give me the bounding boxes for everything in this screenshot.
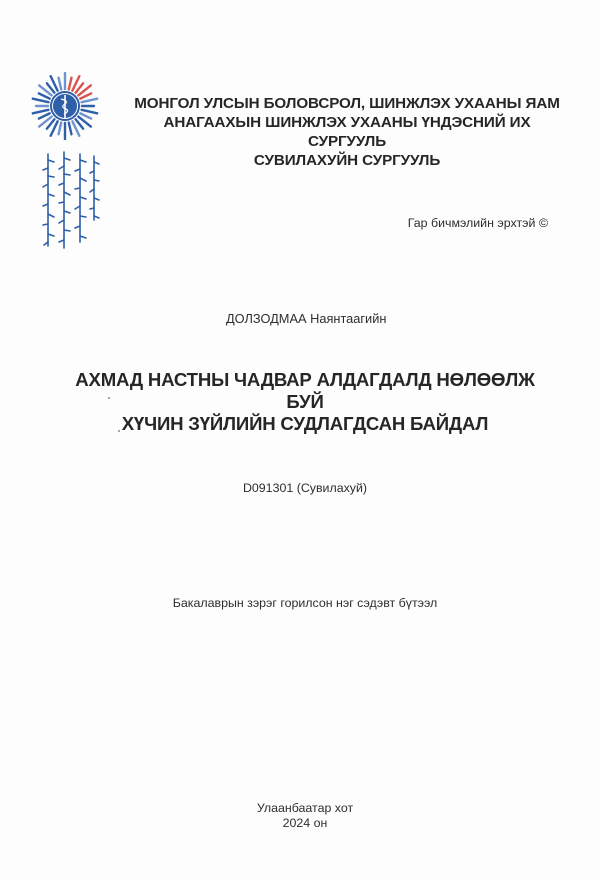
emblem-ray [80,113,91,118]
emblem-ray [82,99,98,103]
emblem-ray [39,113,50,118]
emblem-ray [59,123,62,135]
institution-header [132,94,562,170]
place-and-year [60,801,550,831]
thesis-title-line: ХҮЧИН ЗҮЙЛИЙН СУДЛАГДСАН БАЙДАЛ [121,413,489,434]
author-name: ДОЛЗОДМАА Наянтаагийн [226,311,387,326]
mongolian-script-icon [38,150,102,252]
university-line: АНАГААХЫН ШИНЖЛЭХ УХААНЫ ҮНДЭСНИЙ ИХ СУРГУУЛЬ [163,114,531,150]
thesis-title-line: АХМАД НАСТНЫ ЧАДВАР АЛДАГДАЛД НӨЛӨӨЛЖ БУЙ [75,369,535,412]
emblem-ray [80,93,91,98]
emblem-ray [59,78,62,90]
emblem-ray [69,123,72,135]
ministry-line: МОНГОЛ УЛСЫН БОЛОВСРОЛ, ШИНЖЛЭХ УХААНЫ ЯАМ [134,95,560,112]
emblem-ray [33,110,49,114]
program-code: D091301 (Сувилахуй) [242,481,368,495]
copyright-notice: Гар бичмэлийн эрхтэй © [407,216,548,230]
emblem-ray [33,99,49,103]
school-line: СУВИЛАХУЙН СУРГУУЛЬ [253,152,441,169]
university-emblem-icon [31,72,99,140]
degree-statement: Бакалаврын зэрэг горилсон нэг сэдэвт бүтээл [172,596,438,610]
emblem-ray [82,110,98,114]
year: 2024 он [282,816,328,830]
emblem-ray [39,93,50,98]
emblem-ray [69,78,72,90]
scan-speck [108,397,110,399]
scan-speck [118,430,120,432]
city: Улаанбаатар хот [256,801,354,815]
thesis-title [60,369,550,435]
